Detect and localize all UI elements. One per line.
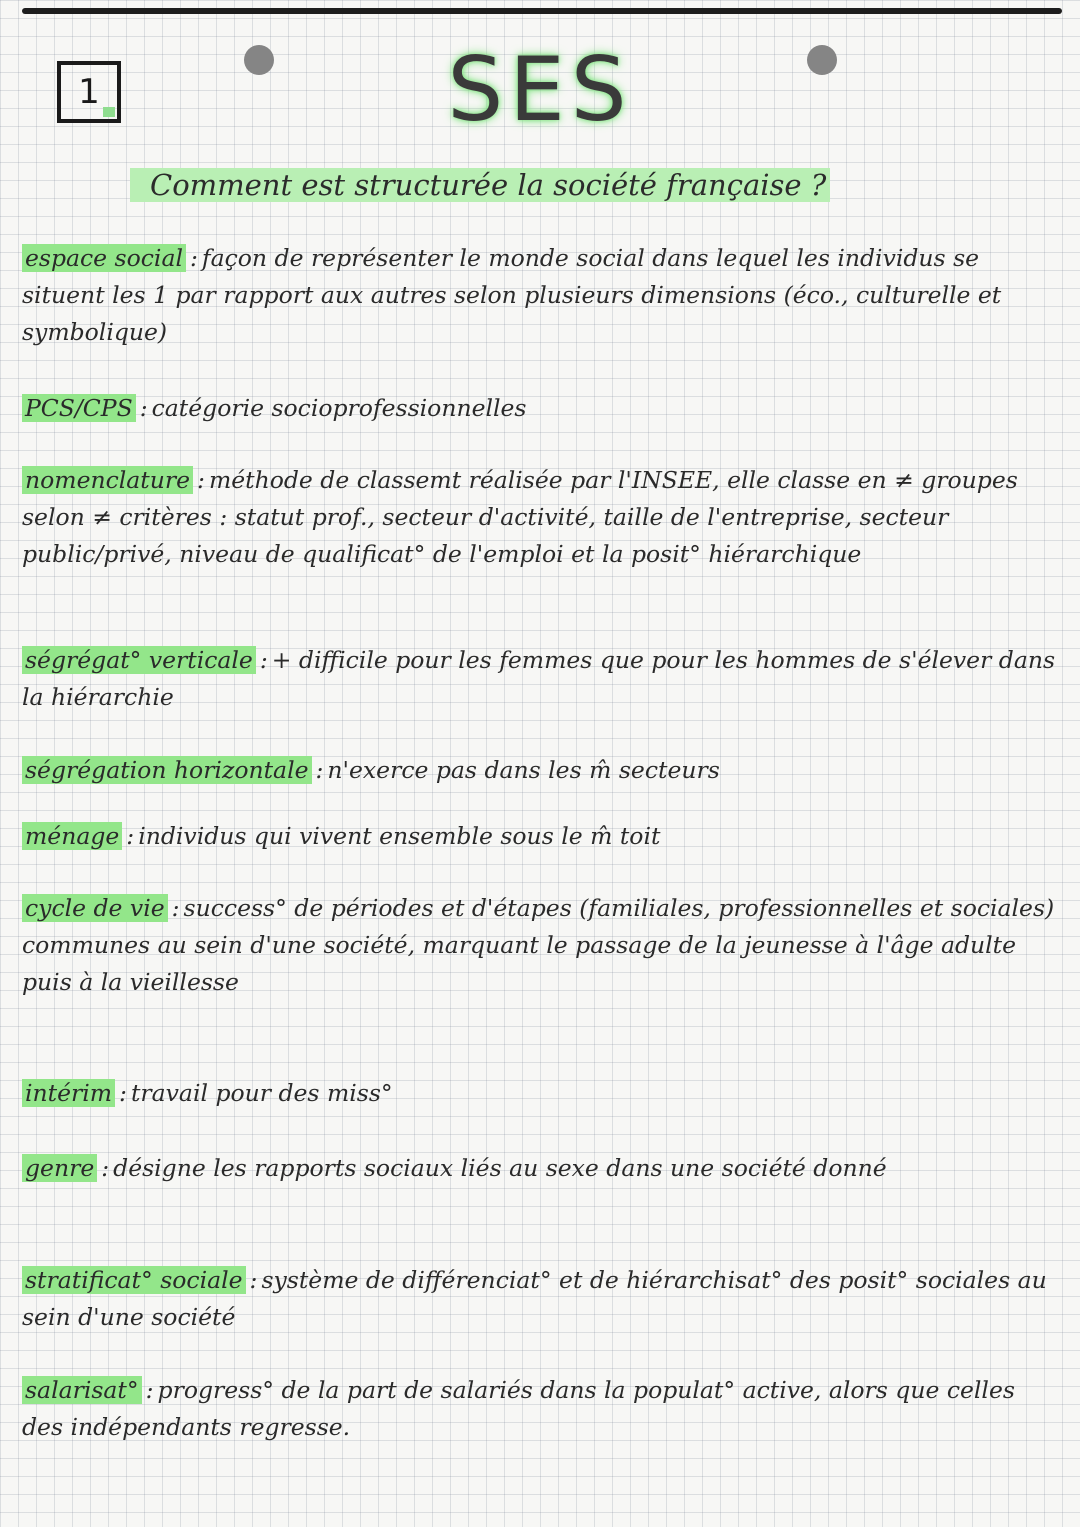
definition-entry-segregation-horizontale (22, 752, 1062, 789)
separator: : (101, 1154, 110, 1182)
definition-entry-stratification-sociale (22, 1262, 1062, 1336)
term: salarisat° (22, 1376, 142, 1404)
separator: : (259, 646, 268, 674)
separator: : (315, 756, 324, 784)
term: nomenclature (22, 466, 193, 494)
separator: : (189, 244, 198, 272)
definition-entry-cycle-de-vie (22, 890, 1062, 1001)
top-border-line (22, 8, 1062, 14)
term: PCS/CPS (22, 394, 136, 422)
term: genre (22, 1154, 97, 1182)
definition: + difficile pour les femmes que pour les hommes de s'élever dans la hiérarchie (22, 646, 1056, 711)
term: ségrégation horizontale (22, 756, 312, 784)
definition-entry-interim (22, 1075, 1062, 1112)
definition-entry-pcs-cps (22, 390, 1062, 427)
definition-entry-salarisation (22, 1372, 1062, 1446)
definition-entry-espace-social (22, 240, 1062, 351)
separator: : (249, 1266, 258, 1294)
page-number-box (57, 61, 121, 123)
definition: catégorie socioprofessionnelles (151, 394, 527, 422)
definition: success° de périodes et d'étapes (familiales, professionnelles et sociales) communes au sein d'une société, marquant le passage de la jeunesse à l'âge adulte puis à la vieillesse (22, 894, 1055, 996)
binder-hole-right (807, 45, 837, 75)
separator: : (171, 894, 180, 922)
separator: : (119, 1079, 127, 1107)
separator: : (126, 822, 135, 850)
definition: n'exerce pas dans les m̂ secteurs (327, 756, 720, 784)
definition: méthode de classemt réalisée par l'INSEE, elle classe en ≠ groupes selon ≠ critères : statut prof., secteur d'activité, taille de l'entreprise, secteur public/privé, niveau de qualificat° de l'emploi et la posit° hiérarchique (22, 466, 1018, 568)
subtitle-text: Comment est structurée la société française ? (150, 168, 827, 202)
term: espace social (22, 244, 186, 272)
definition: progress° de la part de salariés dans la populat° active, alors que celles des indépendants regresse. (22, 1376, 1015, 1441)
term: intérim (22, 1079, 115, 1107)
separator: : (197, 466, 205, 494)
definition: individus qui vivent ensemble sous le m̂ toit (138, 822, 661, 850)
page-title: SES (447, 38, 633, 141)
definition-entry-menage (22, 818, 1062, 855)
definition: système de différenciat° et de hiérarchisat° des posit° sociales au sein d'une société (22, 1266, 1047, 1331)
term: ségrégat° verticale (22, 646, 256, 674)
binder-hole-left (244, 45, 274, 75)
definition: travail pour des miss° (130, 1079, 393, 1107)
page-number-highlight (103, 107, 115, 117)
definition: désigne les rapports sociaux liés au sexe dans une société donné (113, 1154, 887, 1182)
separator: : (145, 1376, 154, 1404)
page-number: 1 (78, 72, 100, 112)
definition-entry-segregation-verticale (22, 642, 1062, 716)
separator: : (139, 394, 148, 422)
definition: façon de représenter le monde social dans lequel les individus se situent les 1 par rapport aux autres selon plusieurs dimensions (éco., culturelle et symbolique) (22, 244, 1002, 346)
term: ménage (22, 822, 122, 850)
definition-entry-nomenclature (22, 462, 1062, 573)
term: cycle de vie (22, 894, 168, 922)
definition-entry-genre (22, 1150, 1062, 1187)
term: stratificat° sociale (22, 1266, 246, 1294)
page-subtitle (130, 165, 1010, 205)
